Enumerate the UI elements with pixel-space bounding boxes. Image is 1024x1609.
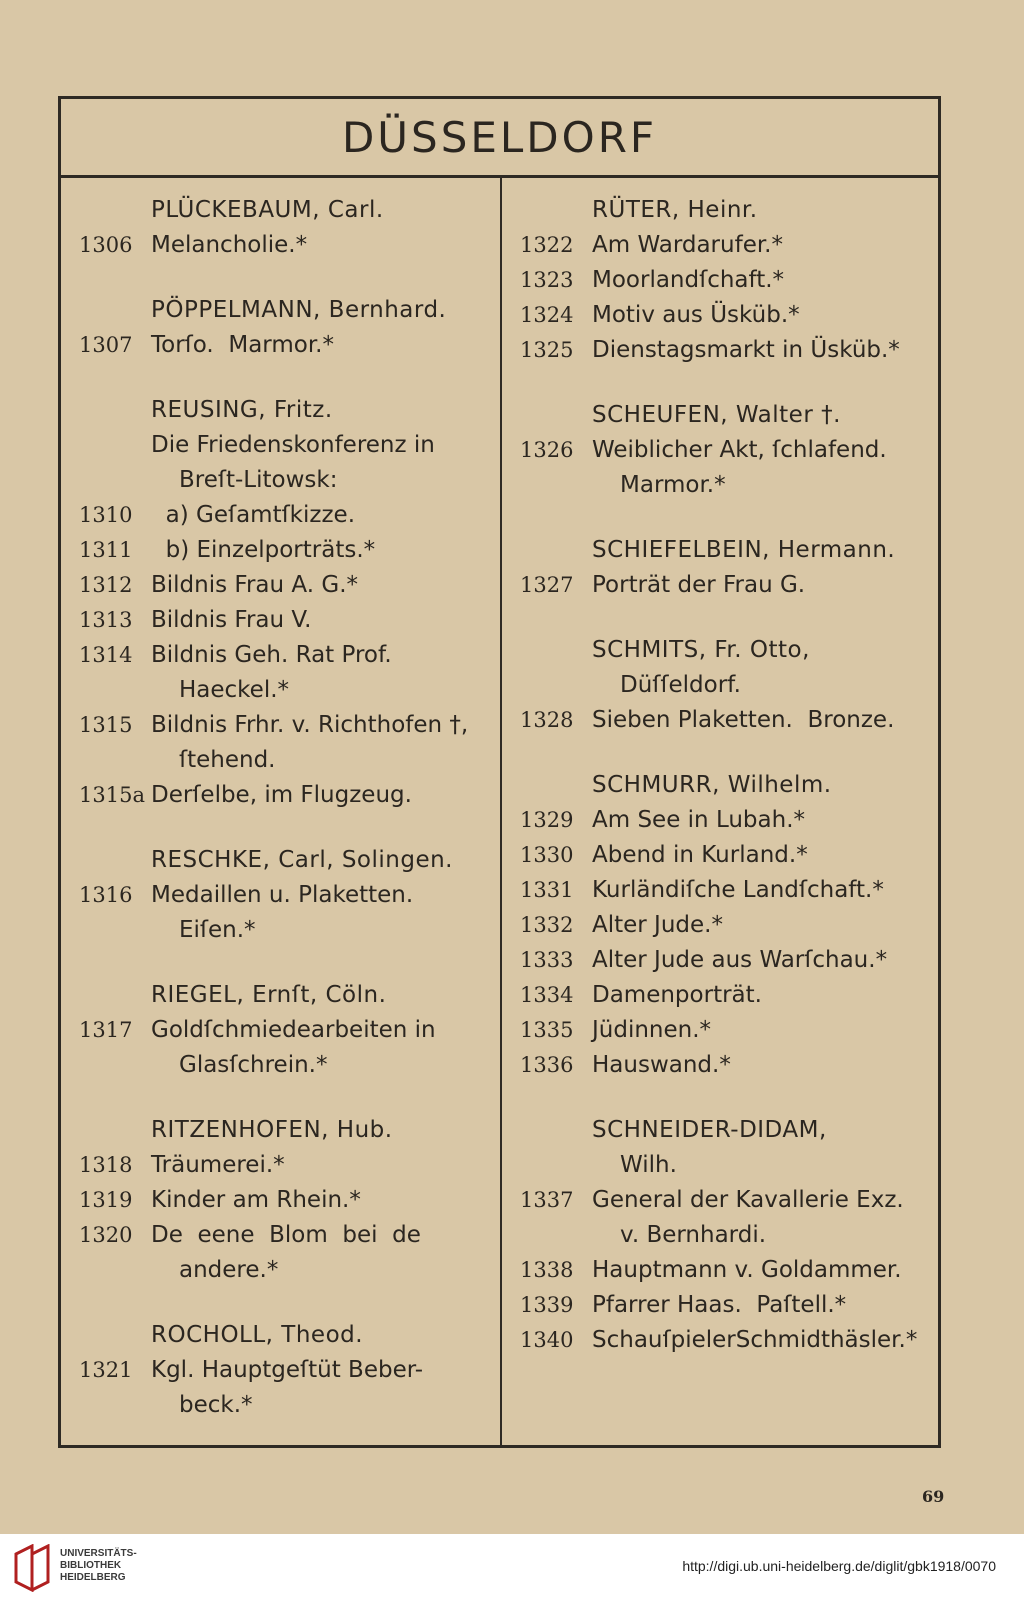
artist-name: SCHMURR, Wilhelm.: [592, 772, 832, 798]
catalog-number: 1317: [79, 1018, 133, 1042]
catalog-item: [61, 568, 498, 603]
catalog-item: [502, 1183, 938, 1218]
catalog-item: [502, 803, 938, 838]
catalog-item: [502, 703, 938, 738]
library-logo-icon: [12, 1544, 52, 1592]
catalog-item: [502, 1013, 938, 1048]
catalog-item: [61, 778, 498, 813]
item-title: Moorlandſchaft.*: [592, 267, 785, 293]
artist-entry: [61, 293, 498, 363]
catalog-number: 1313: [79, 608, 133, 632]
catalog-item: [61, 328, 498, 363]
catalog-item: [61, 1148, 498, 1183]
catalog-number: 1323: [520, 268, 574, 292]
artist-entry: [61, 843, 498, 948]
item-title: Am See in Lubah.*: [592, 807, 806, 833]
catalog-number: 1315: [79, 713, 133, 737]
item-title: Am Wardarufer.*: [592, 232, 783, 258]
catalog-item: [502, 838, 938, 873]
catalog-item: [61, 638, 498, 673]
catalog-item: [61, 878, 498, 913]
catalog-item: [502, 568, 938, 603]
item-title: Alter Jude.*: [592, 912, 723, 938]
item-title: SchauſpielerSchmidthäsler.*: [592, 1327, 918, 1353]
item-title: Pfarrer Haas. Paſtell.*: [592, 1292, 847, 1318]
catalog-number: 1316: [79, 883, 133, 907]
catalog-number: 1328: [520, 708, 574, 732]
item-title: Bildnis Frau A. G.*: [151, 572, 358, 598]
catalog-number: 1340: [520, 1328, 574, 1352]
catalog-item: [502, 1323, 938, 1358]
catalog-number: 1337: [520, 1188, 574, 1212]
item-title-continued: beck.*: [179, 1392, 253, 1418]
artist-name: SCHIEFELBEIN, Hermann.: [592, 537, 896, 563]
catalog-item: [502, 433, 938, 468]
catalog-number: 1311: [79, 538, 133, 562]
item-title: General der Kavallerie Exz.: [592, 1187, 904, 1213]
item-title: Porträt der Frau G.: [592, 572, 806, 598]
catalog-item: [502, 1253, 938, 1288]
item-title: De eene Blom bei de: [151, 1222, 421, 1248]
catalog-number: 1334: [520, 983, 574, 1007]
artist-name: RESCHKE, Carl, Solingen.: [151, 847, 453, 873]
catalog-item: [502, 1288, 938, 1323]
catalog-number: 1330: [520, 843, 574, 867]
artist-name: RITZENHOFEN, Hub.: [151, 1117, 393, 1143]
item-title: Jüdinnen.*: [592, 1017, 712, 1043]
catalog-number: 1326: [520, 438, 574, 462]
artist-entry: [502, 398, 938, 503]
item-title-continued: Eiſen.*: [179, 917, 256, 943]
catalog-number: 1332: [520, 913, 574, 937]
item-title: Kinder am Rhein.*: [151, 1187, 361, 1213]
catalog-number: 1333: [520, 948, 574, 972]
item-title: Melancholie.*: [151, 232, 308, 258]
item-title: Derſelbe, im Flugzeug.: [151, 782, 412, 808]
item-title: Hauptmann v. Goldammer.: [592, 1257, 902, 1283]
artist-name: PÖPPELMANN, Bernhard.: [151, 297, 447, 323]
item-title: Weiblicher Akt, ſchlafend.: [592, 437, 887, 463]
artist-name: PLÜCKEBAUM, Carl.: [151, 197, 384, 223]
entry-intro: Die Friedenskonferenz in: [151, 432, 435, 458]
artist-entry: [61, 193, 498, 263]
item-title: Kgl. Hauptgeſtüt Beber-: [151, 1357, 424, 1383]
catalog-number: 1315a: [79, 783, 145, 807]
catalog-number: 1314: [79, 643, 133, 667]
artist-entry: [61, 1318, 498, 1423]
catalog-item: [61, 1218, 498, 1253]
item-title: Träumerei.*: [151, 1152, 285, 1178]
catalog-frame: [58, 96, 941, 1448]
catalog-item: [61, 498, 498, 533]
catalog-number: 1322: [520, 233, 574, 257]
catalog-number: 1336: [520, 1053, 574, 1077]
catalog-number: 1321: [79, 1358, 133, 1382]
item-title-continued: Marmor.*: [620, 472, 726, 498]
item-title: Bildnis Frau V.: [151, 607, 312, 633]
catalog-number: 1339: [520, 1293, 574, 1317]
catalog-number: 1329: [520, 808, 574, 832]
library-name: UNIVERSITÄTS- BIBLIOTHEK HEIDELBERG: [60, 1548, 137, 1583]
artist-entry: [502, 1113, 938, 1358]
catalog-item: [61, 1353, 498, 1388]
artist-name: SCHEUFEN, Walter †.: [592, 402, 841, 428]
item-title: Motiv aus Üsküb.*: [592, 302, 800, 328]
footer: [0, 1534, 1024, 1609]
item-title: Torſo. Marmor.*: [151, 332, 334, 358]
item-title: Dienstagsmarkt in Üsküb.*: [592, 337, 900, 363]
catalog-number: 1319: [79, 1188, 133, 1212]
item-title: Hauswand.*: [592, 1052, 731, 1078]
item-title-continued: ſtehend.: [179, 747, 276, 773]
page-number: 69: [922, 1487, 945, 1506]
catalog-item: [502, 298, 938, 333]
catalog-number: 1307: [79, 333, 133, 357]
title-bar: [61, 99, 938, 178]
catalog-number: 1306: [79, 233, 133, 257]
item-title: b) Einzelporträts.*: [151, 537, 376, 563]
artist-entry: [61, 978, 498, 1083]
artist-entry: [502, 768, 938, 1083]
item-title-continued: Haeckel.*: [179, 677, 290, 703]
catalog-item: [61, 1183, 498, 1218]
artist-name: SCHNEIDER-DIDAM,: [592, 1117, 827, 1143]
artist-name: RÜTER, Heinr.: [592, 197, 758, 223]
source-url[interactable]: http://digi.ub.uni-heidelberg.de/diglit/gbk1918/0070: [682, 1558, 996, 1574]
artist-location: Düſſeldorf.: [620, 672, 741, 698]
item-title: Kurländiſche Landſchaft.*: [592, 877, 884, 903]
item-title: Alter Jude aus Warſchau.*: [592, 947, 888, 973]
artist-entry: [502, 633, 938, 738]
artist-entry: [502, 533, 938, 603]
catalog-number: 1338: [520, 1258, 574, 1282]
catalog-item: [502, 873, 938, 908]
item-title-continued: v. Bernhardi.: [620, 1222, 767, 1248]
right-column: [502, 179, 938, 1445]
item-title: Bildnis Frhr. v. Richthofen †,: [151, 712, 469, 738]
item-title: Bildnis Geh. Rat Prof.: [151, 642, 392, 668]
catalog-item: [502, 263, 938, 298]
artist-name: RIEGEL, Ernſt, Cöln.: [151, 982, 387, 1008]
item-title: a) Geſamtſkizze.: [151, 502, 356, 528]
catalog-number: 1310: [79, 503, 133, 527]
catalog-number: 1327: [520, 573, 574, 597]
catalog-number: 1324: [520, 303, 574, 327]
catalog-item: [502, 943, 938, 978]
item-title: Damenporträt.: [592, 982, 762, 1008]
item-title: Goldſchmiedearbeiten in: [151, 1017, 436, 1043]
catalog-number: 1318: [79, 1153, 133, 1177]
catalog-item: [61, 708, 498, 743]
catalog-item: [61, 1013, 498, 1048]
item-title-continued: andere.*: [179, 1257, 279, 1283]
catalog-item: [502, 228, 938, 263]
entry-intro: Breſt-Litowsk:: [179, 467, 338, 493]
catalog-item: [61, 603, 498, 638]
artist-location: Wilh.: [620, 1152, 677, 1178]
artist-name: REUSING, Fritz.: [151, 397, 333, 423]
catalog-number: 1320: [79, 1223, 133, 1247]
item-title: Abend in Kurland.*: [592, 842, 808, 868]
left-column: [61, 179, 498, 1445]
item-title-continued: Glasſchrein.*: [179, 1052, 328, 1078]
catalog-item: [502, 908, 938, 943]
item-title: Sieben Plaketten. Bronze.: [592, 707, 895, 733]
artist-name: ROCHOLL, Theod.: [151, 1322, 364, 1348]
catalog-item: [502, 1048, 938, 1083]
catalog-number: 1331: [520, 878, 574, 902]
item-title: Medaillen u. Plaketten.: [151, 882, 414, 908]
artist-name: SCHMITS, Fr. Otto,: [592, 637, 810, 663]
artist-entry: [61, 1113, 498, 1288]
catalog-item: [61, 533, 498, 568]
artist-entry: [61, 393, 498, 813]
artist-entry: [502, 193, 938, 368]
catalog-number: 1325: [520, 338, 574, 362]
catalog-item: [61, 228, 498, 263]
catalog-number: 1312: [79, 573, 133, 597]
page-title: DÜSSELDORF: [341, 112, 658, 162]
catalog-item: [502, 978, 938, 1013]
catalog-number: 1335: [520, 1018, 574, 1042]
catalog-item: [502, 333, 938, 368]
